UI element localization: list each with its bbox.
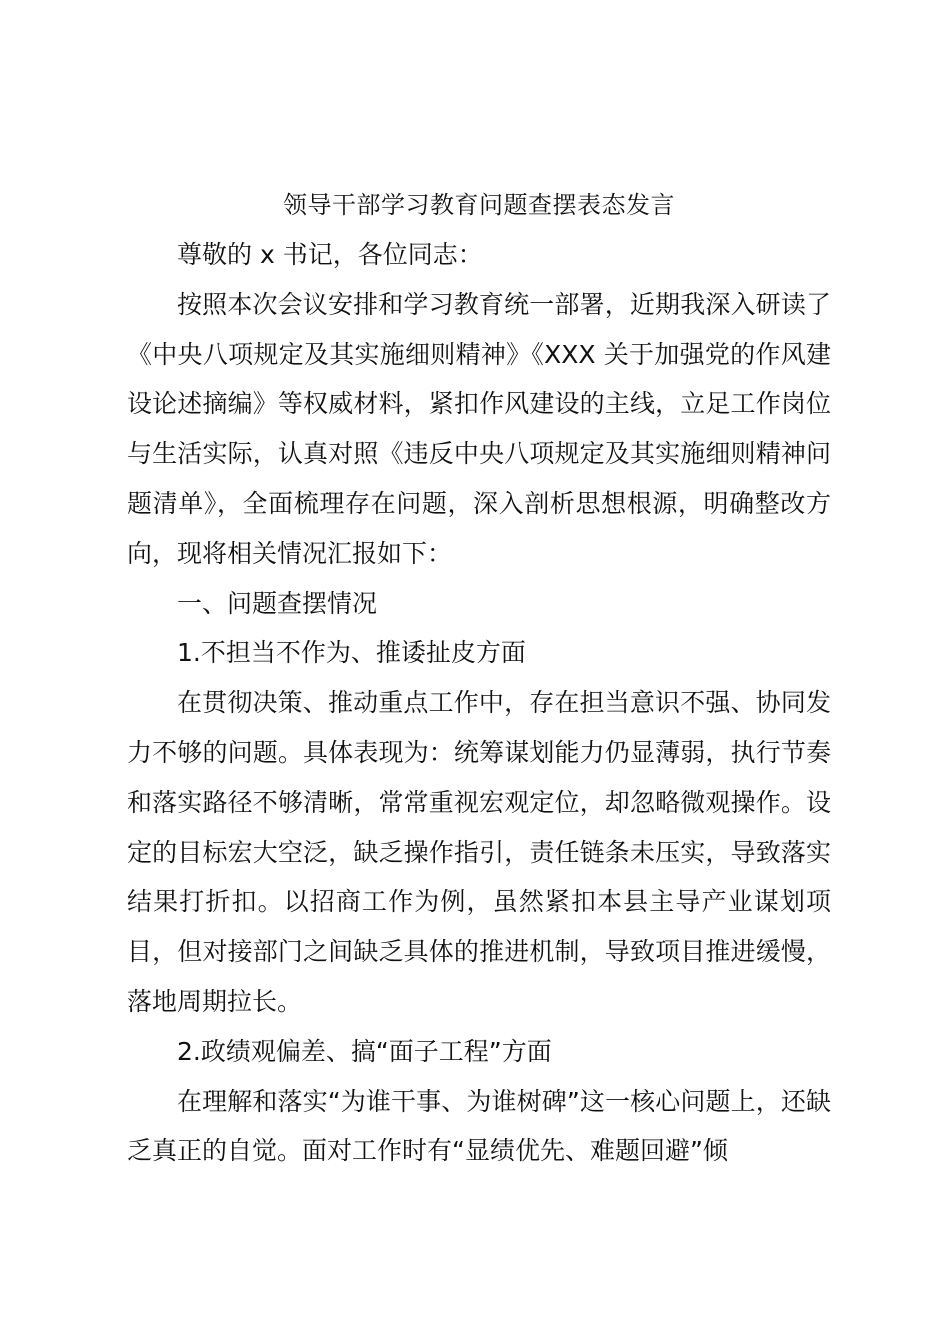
document-body <box>127 230 831 1176</box>
subsection-heading-2: 2.政绩观偏差、搞“面子工程”方面 <box>177 1036 552 1066</box>
salutation: 尊敬的 x 书记，各位同志： <box>177 240 483 269</box>
paragraph-1: 在贯彻决策、推动重点工作中，存在担当意识不强、协同发力不够的问题。具体表现为：统筹谋划能力仍显薄弱，执行节奏和落实路径不够清晰，常常重视宏观定位，却忽略微观操作。设定的目标宏大空泛，缺乏操作指引，责任链条未压实，导致落实结果打折扣。以招商工作为例，虽然紧扣本县主导产业谋划项目，但对接部门之间缺乏具体的推进机制，导致项目推进缓慢，落地周期拉长。 <box>127 688 831 1016</box>
paragraph-intro: 按照本次会议安排和学习教育统一部署，近期我深入研读了《中央八项规定及其实施细则精神》《XXX 关于加强党的作风建设论述摘编》等权威材料，紧扣作风建设的主线，立足工作岗位与生活实际，认真对照《违反中央八项规定及其实施细则精神问题清单》，全面梳理存在问题，深入剖析思想根源，明确整改方向，现将相关情况汇报如下： <box>127 289 831 568</box>
section-heading: 一、问题查摆情况 <box>177 588 378 618</box>
subsection-heading-1: 1.不担当不作为、推诿扯皮方面 <box>177 638 526 668</box>
paragraph-2: 在理解和落实“为谁干事、为谁树碑”这一核心问题上，还缺乏真正的自觉。面对工作时有“显绩优先、难题回避”倾 <box>127 1086 831 1166</box>
document-title: 领导干部学习教育问题查摆表态发言 <box>283 191 675 219</box>
